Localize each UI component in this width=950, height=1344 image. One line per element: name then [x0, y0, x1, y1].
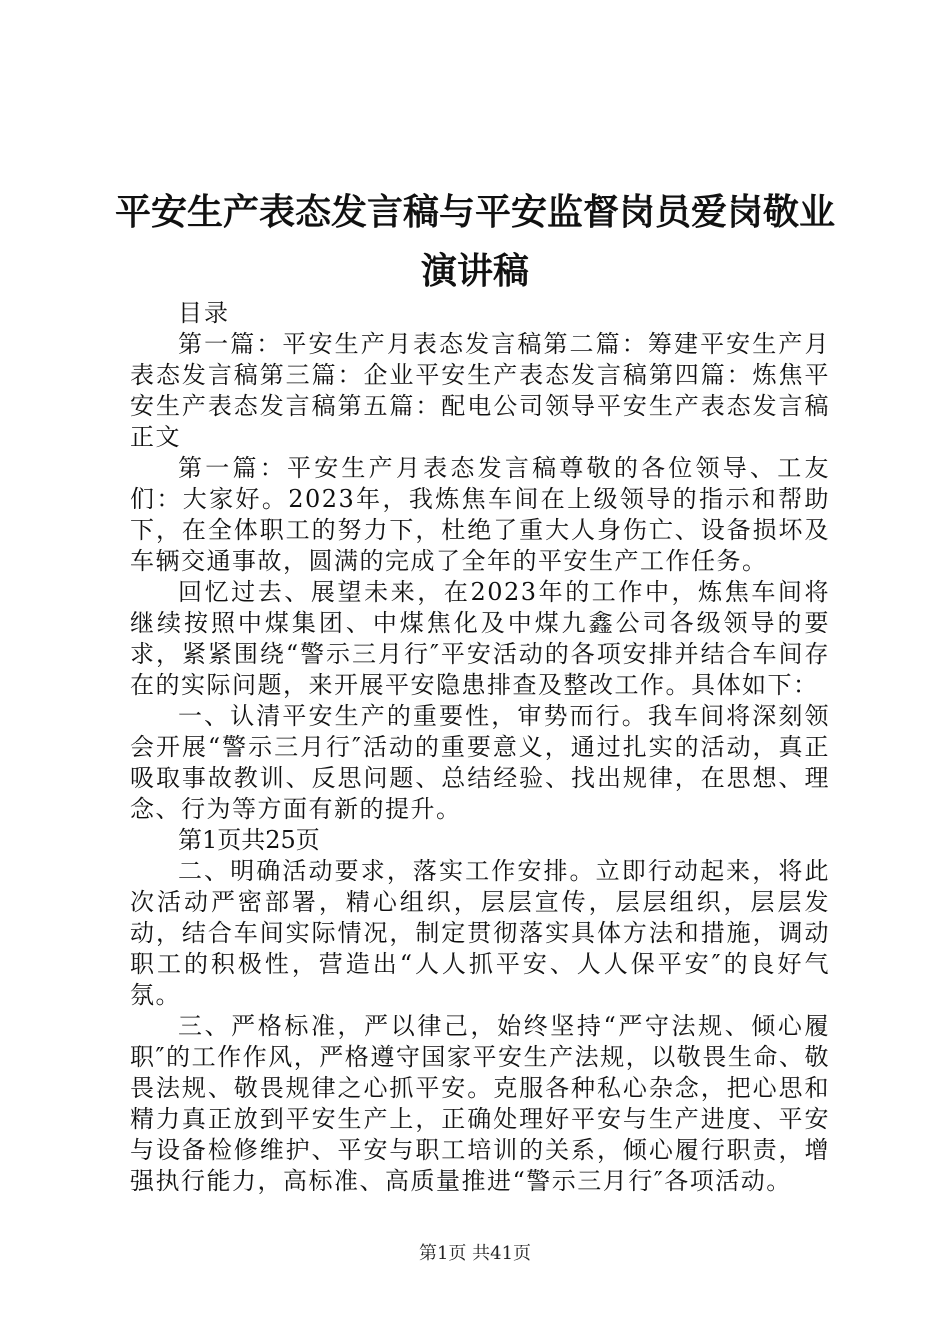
body-paragraph-1: 第一篇：平安生产月表态发言稿尊敬的各位领导、工友们：大家好。2023年，我炼焦车间在上级领导的指示和帮助下，在全体职工的努力下，杜绝了重大人身伤亡、设备损坏及车辆交通事故，圆满的完成了全年的平安生产工作任务。: [130, 454, 830, 575]
body-paragraph-3: 一、认清平安生产的重要性，审势而行。我车间将深刻领会开展“警示三月行″活动的重要意义，通过扎实的活动，真正吸取事故教训、反思问题、总结经验、找出规律，在思想、理念、行为等方面有新的提升。: [130, 702, 830, 823]
page-footer: 第1页 共41页: [418, 1243, 532, 1264]
body-paragraph-5: 三、严格标准，严以律己，始终坚持“严守法规、倾心履职″的工作作风，严格遵守国家平安生产法规，以敬畏生命、敬畏法规、敬畏规律之心抓平安。克服各种私心杂念，把心思和精力真正放到平安生产上，正确处理好平安与生产进度、平安与设备检修维护、平安与职工培训的关系，倾心履行职责，增强执行能力，高标准、高质量推进“警示三月行″各项活动。: [130, 1012, 830, 1195]
document-body: [130, 298, 830, 1197]
document-title-line-1: 平安生产表态发言稿与平安监督岗员爱岗敬业: [114, 191, 835, 233]
document-title-line-2: 演讲稿: [420, 250, 529, 292]
body-paragraph-4: 二、明确活动要求，落实工作安排。立即行动起来，将此次活动严密部署，精心组织，层层宣传，层层组织，层层发动，结合车间实际情况，制定贯彻落实具体方法和措施，调动职工的积极性，营造出“人人抓平安、人人保平安″的良好气氛。: [130, 857, 830, 1009]
inline-page-marker: 第1页共25页: [178, 826, 320, 854]
toc-paragraph: 第一篇：平安生产月表态发言稿第二篇：筹建平安生产月表态发言稿第三篇：企业平安生产表态发言稿第四篇：炼焦平安生产表态发言稿第五篇：配电公司领导平安生产表态发言稿正文: [130, 330, 830, 451]
toc-heading: 目录: [178, 299, 230, 327]
body-paragraph-2: 回忆过去、展望未来，在2023年的工作中，炼焦车间将继续按照中煤集团、中煤焦化及中煤九鑫公司各级领导的要求，紧紧围绕“警示三月行″平安活动的各项安排并结合车间存在的实际问题，来开展平安隐患排查及整改工作。具体如下：: [130, 578, 830, 699]
